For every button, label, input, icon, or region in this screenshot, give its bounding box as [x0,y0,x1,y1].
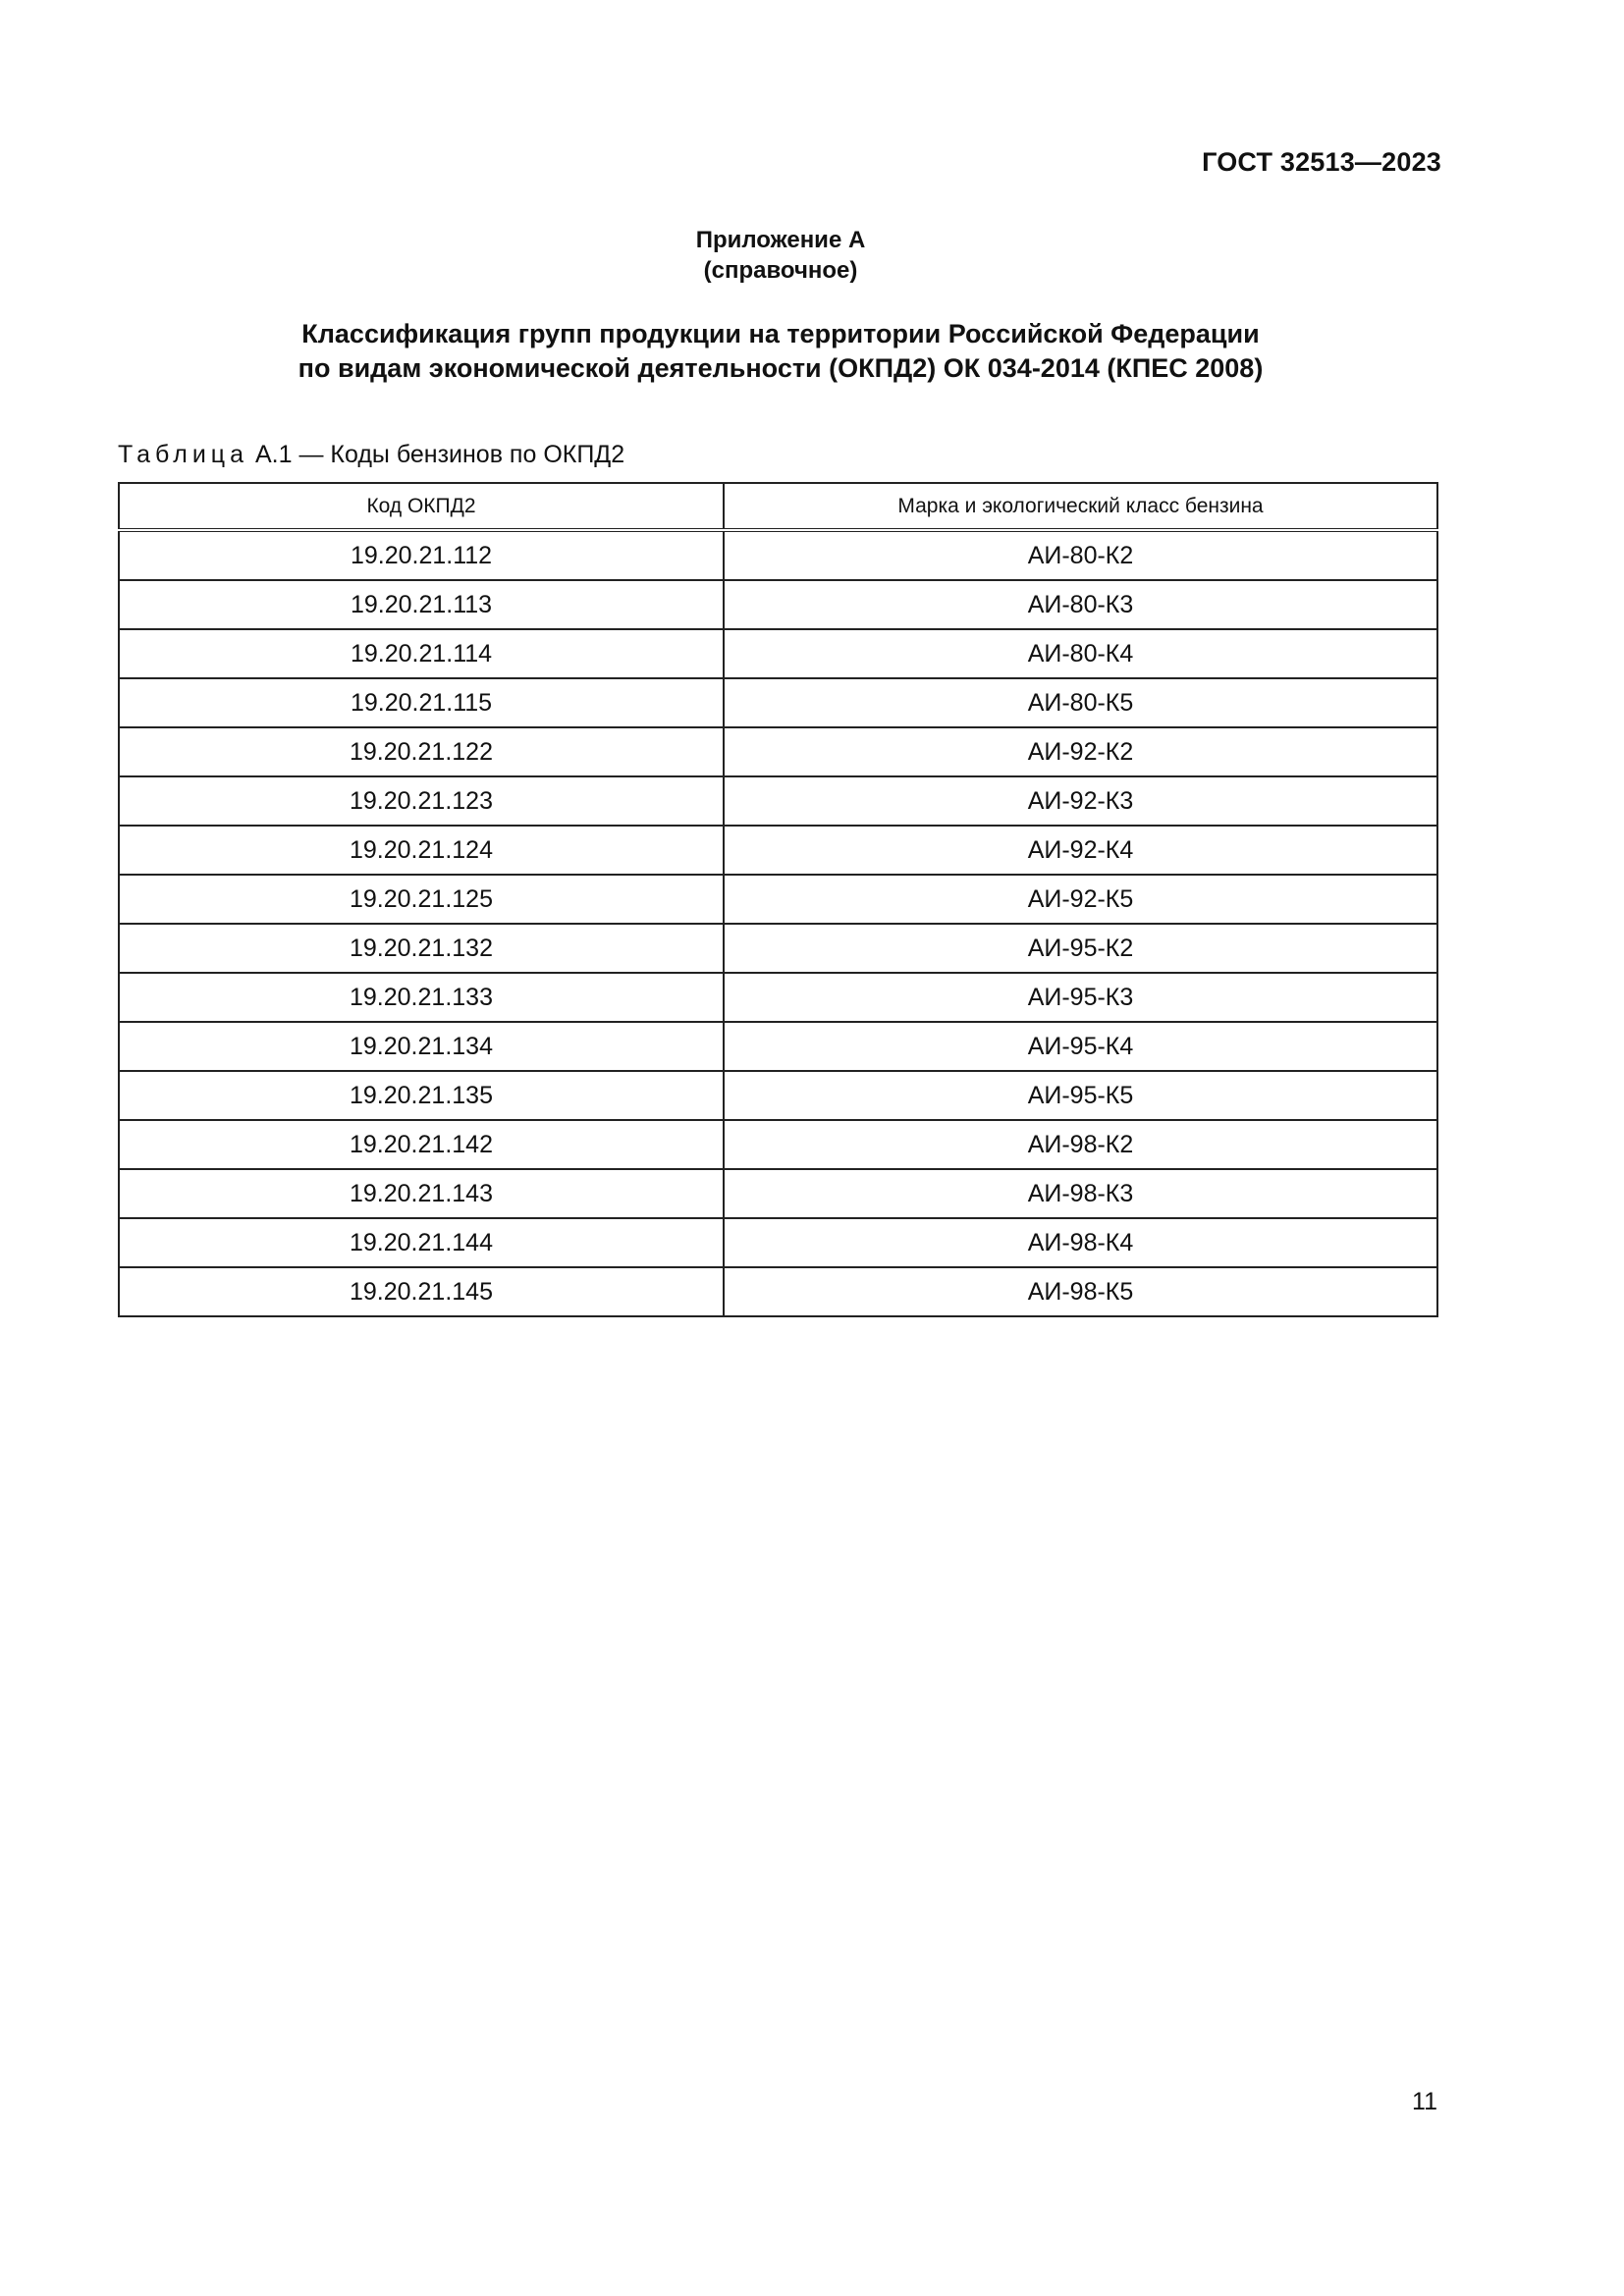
title-line-1: Классификация групп продукции на территории Российской Федерации [301,319,1260,348]
appendix-subtitle: (справочное) [703,257,858,284]
gasoline-grade-cell: АИ-80-К2 [724,530,1437,580]
table-row [119,826,1437,875]
table-caption-text: А.1 — Коды бензинов по ОКПД2 [254,441,625,468]
okpd2-code-cell: 19.20.21.143 [119,1169,724,1218]
page-number: 11 [1412,2088,1437,2115]
table-row [119,580,1437,629]
okpd2-code-cell: 19.20.21.125 [119,875,724,924]
table-row [119,727,1437,776]
gasoline-grade-cell: АИ-98-К2 [724,1120,1437,1169]
okpd2-code-cell: 19.20.21.132 [119,924,724,973]
gasoline-grade-cell: АИ-92-К4 [724,826,1437,875]
okpd2-code-cell: 19.20.21.122 [119,727,724,776]
okpd2-code-cell: 19.20.21.114 [119,629,724,678]
okpd2-code-cell: 19.20.21.142 [119,1120,724,1169]
table-row [119,530,1437,580]
gasoline-grade-cell: АИ-95-К2 [724,924,1437,973]
table-row [119,776,1437,826]
okpd2-code-cell: 19.20.21.113 [119,580,724,629]
gasoline-grade-cell: АИ-98-К4 [724,1218,1437,1267]
gasoline-grade-cell: АИ-80-К3 [724,580,1437,629]
table-row [119,1169,1437,1218]
okpd2-code-cell: 19.20.21.145 [119,1267,724,1316]
okpd2-table [118,482,1438,1317]
table-row [119,1218,1437,1267]
okpd2-code-cell: 19.20.21.123 [119,776,724,826]
standard-number: ГОСТ 32513—2023 [1202,147,1441,177]
table-row [119,678,1437,727]
table-row [119,1120,1437,1169]
table-row [119,629,1437,678]
table-row [119,973,1437,1022]
gasoline-grade-cell: АИ-80-К4 [724,629,1437,678]
gasoline-grade-cell: АИ-95-К3 [724,973,1437,1022]
table-row [119,1022,1437,1071]
table-header-row [119,483,1437,530]
table-body [119,530,1437,1316]
table-row [119,1267,1437,1316]
gasoline-grade-cell: АИ-92-К5 [724,875,1437,924]
okpd2-code-cell: 19.20.21.135 [119,1071,724,1120]
table-caption-label: Таблица [118,441,249,468]
okpd2-code-cell: 19.20.21.124 [119,826,724,875]
gasoline-grade-cell: АИ-98-К5 [724,1267,1437,1316]
column-header-grade: Марка и экологический класс бензина [724,483,1437,530]
okpd2-code-cell: 19.20.21.115 [119,678,724,727]
appendix-heading [0,225,1561,286]
gasoline-grade-cell: АИ-80-К5 [724,678,1437,727]
column-header-code: Код ОКПД2 [119,483,724,530]
gasoline-grade-cell: АИ-92-К2 [724,727,1437,776]
gasoline-grade-cell: АИ-95-К4 [724,1022,1437,1071]
okpd2-code-cell: 19.20.21.133 [119,973,724,1022]
table-caption [118,441,624,469]
okpd2-code-cell: 19.20.21.112 [119,530,724,580]
gasoline-grade-cell: АИ-95-К5 [724,1071,1437,1120]
table-row [119,924,1437,973]
page-title [0,317,1561,386]
table-row [119,1071,1437,1120]
gasoline-grade-cell: АИ-92-К3 [724,776,1437,826]
okpd2-code-cell: 19.20.21.134 [119,1022,724,1071]
gasoline-grade-cell: АИ-98-К3 [724,1169,1437,1218]
appendix-title: Приложение А [695,227,866,253]
title-line-2: по видам экономической деятельности (ОКПД2) ОК 034-2014 (КПЕС 2008) [298,353,1264,383]
table-row [119,875,1437,924]
okpd2-code-cell: 19.20.21.144 [119,1218,724,1267]
